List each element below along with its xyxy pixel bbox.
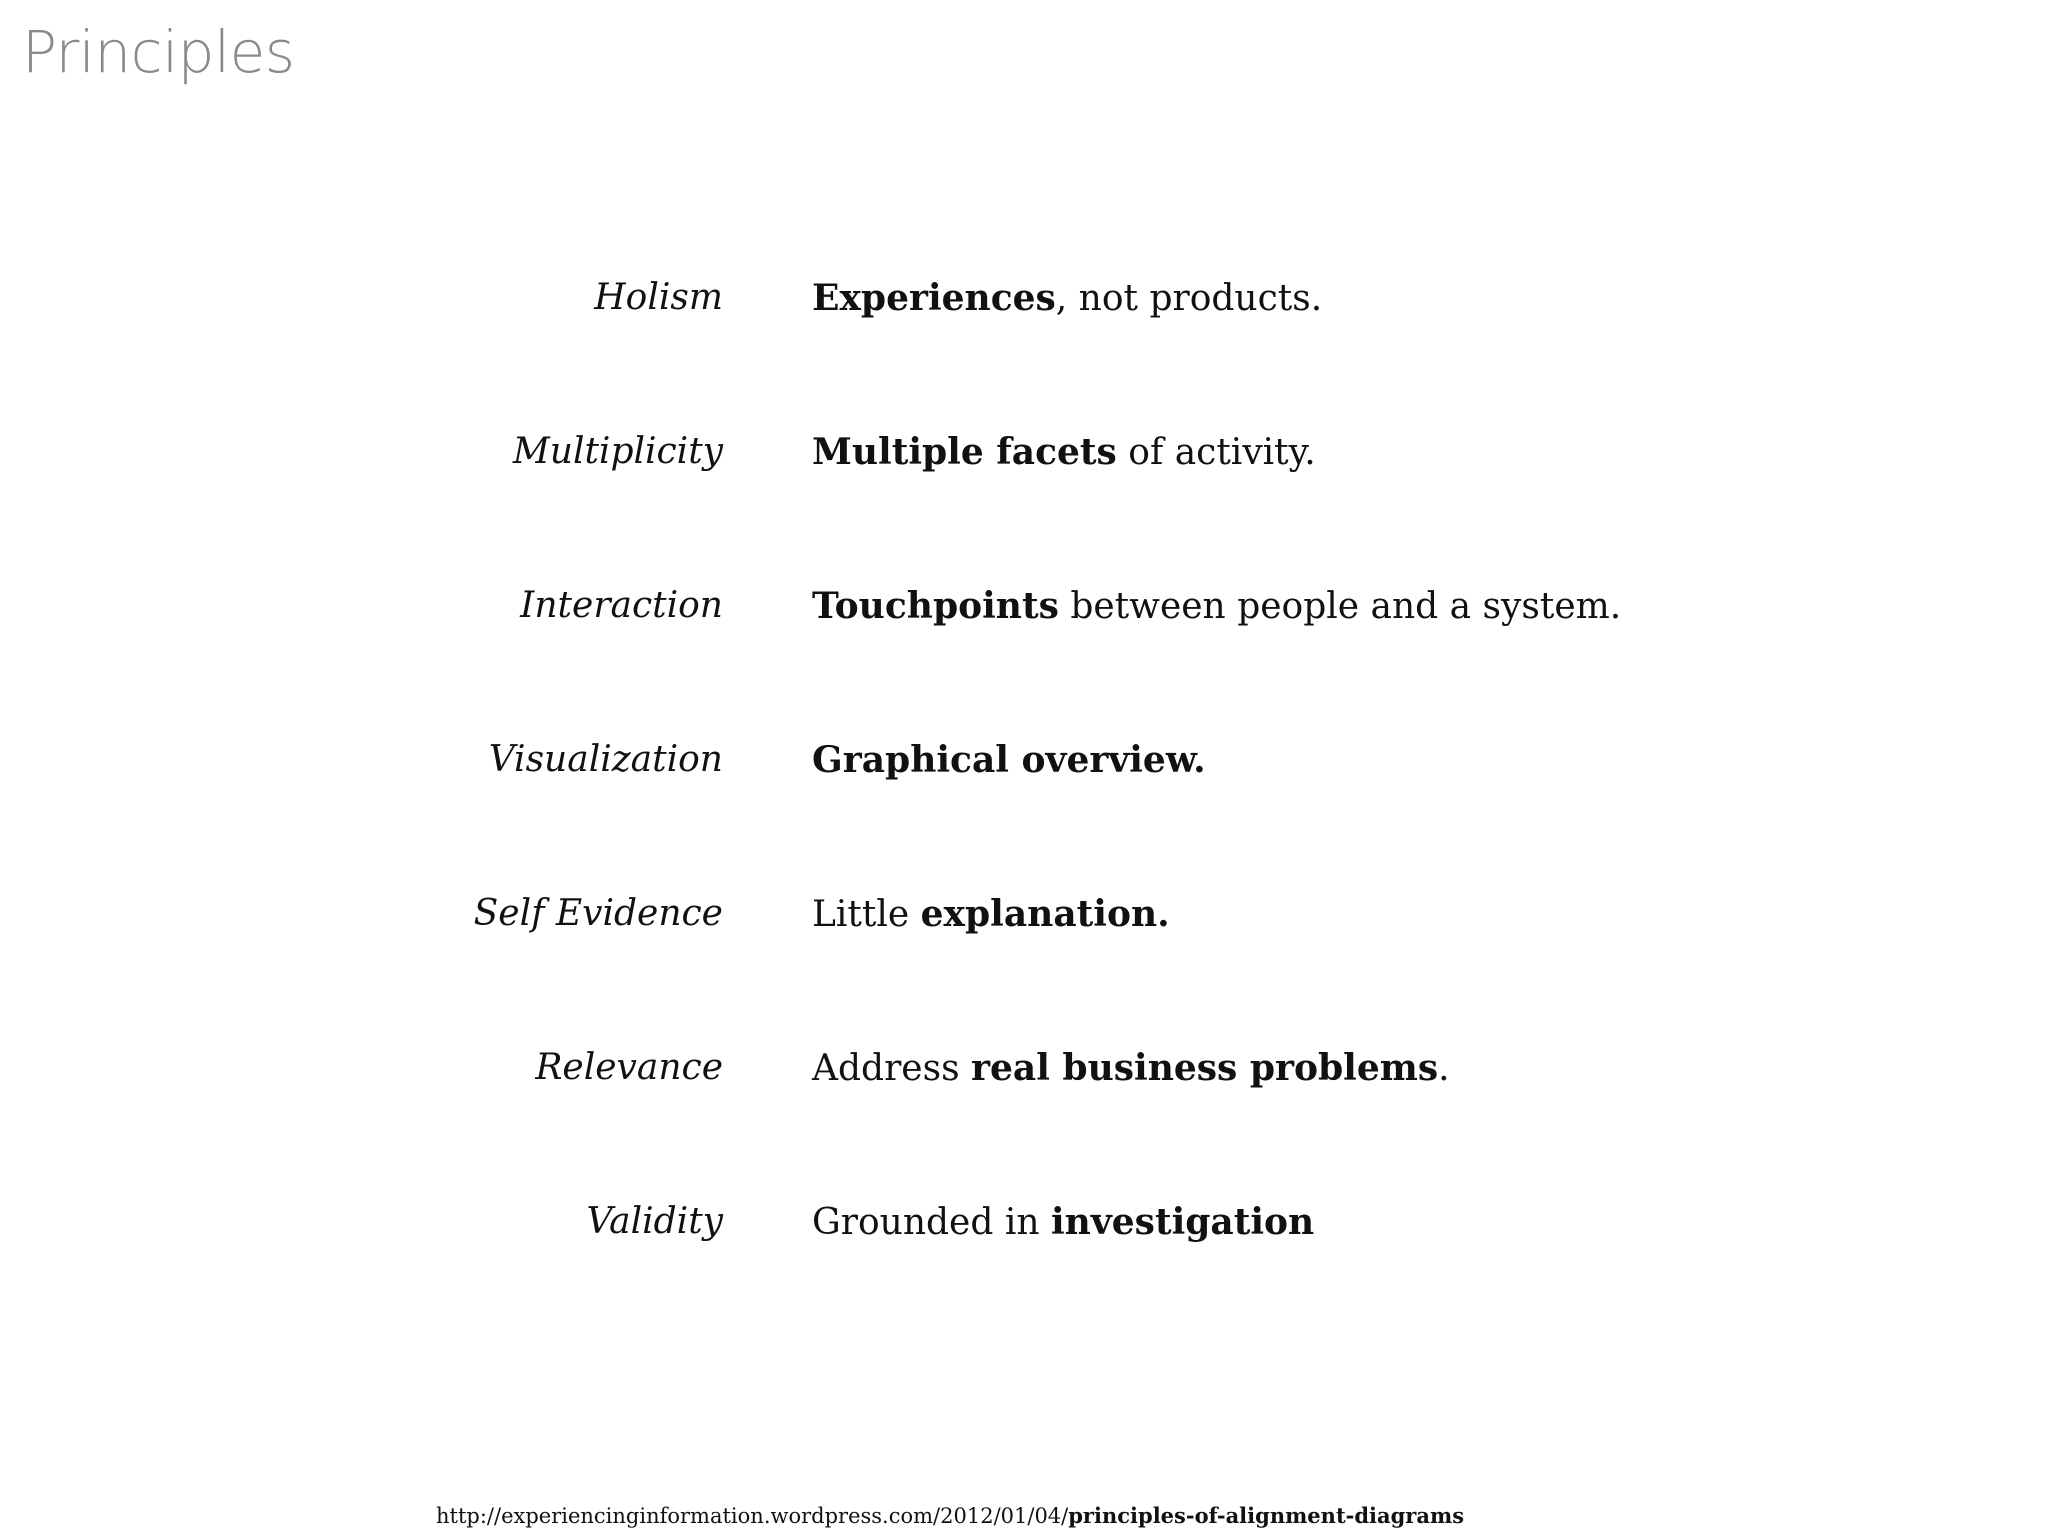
principle-term: Multiplicity xyxy=(512,431,723,472)
principle-row-interaction xyxy=(0,576,2048,636)
principle-description xyxy=(812,1192,1314,1253)
source-url[interactable] xyxy=(436,1500,1464,1532)
principle-term: Visualization xyxy=(488,739,723,780)
source-url-slug: principles-of-alignment-diagrams xyxy=(1068,1503,1465,1528)
desc-plain-part: between people and a system. xyxy=(1058,586,1622,627)
desc-plain-part: . xyxy=(1438,1048,1450,1089)
principle-description xyxy=(812,884,1170,945)
principle-description xyxy=(812,576,1621,637)
desc-bold-part: real business problems xyxy=(971,1047,1439,1089)
principle-row-visualization xyxy=(0,730,2048,790)
desc-bold-part: explanation. xyxy=(920,893,1170,935)
principle-description xyxy=(812,422,1316,483)
desc-bold-part: Touchpoints xyxy=(812,585,1059,627)
desc-bold-part: Graphical overview. xyxy=(812,739,1206,781)
principle-description xyxy=(812,730,1206,791)
desc-plain-part: Address xyxy=(812,1048,971,1089)
principle-row-multiplicity xyxy=(0,422,2048,482)
desc-bold-part: Experiences xyxy=(812,277,1056,319)
principle-term: Holism xyxy=(594,277,723,318)
principle-term: Relevance xyxy=(535,1047,723,1088)
principle-term: Self Evidence xyxy=(473,893,723,934)
source-url-prefix: http://experiencinginformation.wordpress.com/2012/01/04/ xyxy=(436,1504,1069,1528)
desc-plain-part: Grounded in xyxy=(812,1202,1051,1243)
principle-row-holism xyxy=(0,268,2048,328)
desc-plain-part: , not products. xyxy=(1055,278,1323,319)
principle-row-relevance xyxy=(0,1038,2048,1098)
principle-description xyxy=(812,268,1322,329)
principle-description xyxy=(812,1038,1450,1099)
principle-row-self-evidence xyxy=(0,884,2048,944)
principle-term: Interaction xyxy=(520,585,723,626)
desc-plain-part: Little xyxy=(812,894,921,935)
principle-term: Validity xyxy=(586,1201,723,1242)
slide-title: Principles xyxy=(22,18,295,86)
desc-bold-part: investigation xyxy=(1051,1201,1315,1243)
desc-plain-part: of activity. xyxy=(1116,432,1316,473)
desc-bold-part: Multiple facets xyxy=(812,431,1117,473)
principle-row-validity xyxy=(0,1192,2048,1252)
